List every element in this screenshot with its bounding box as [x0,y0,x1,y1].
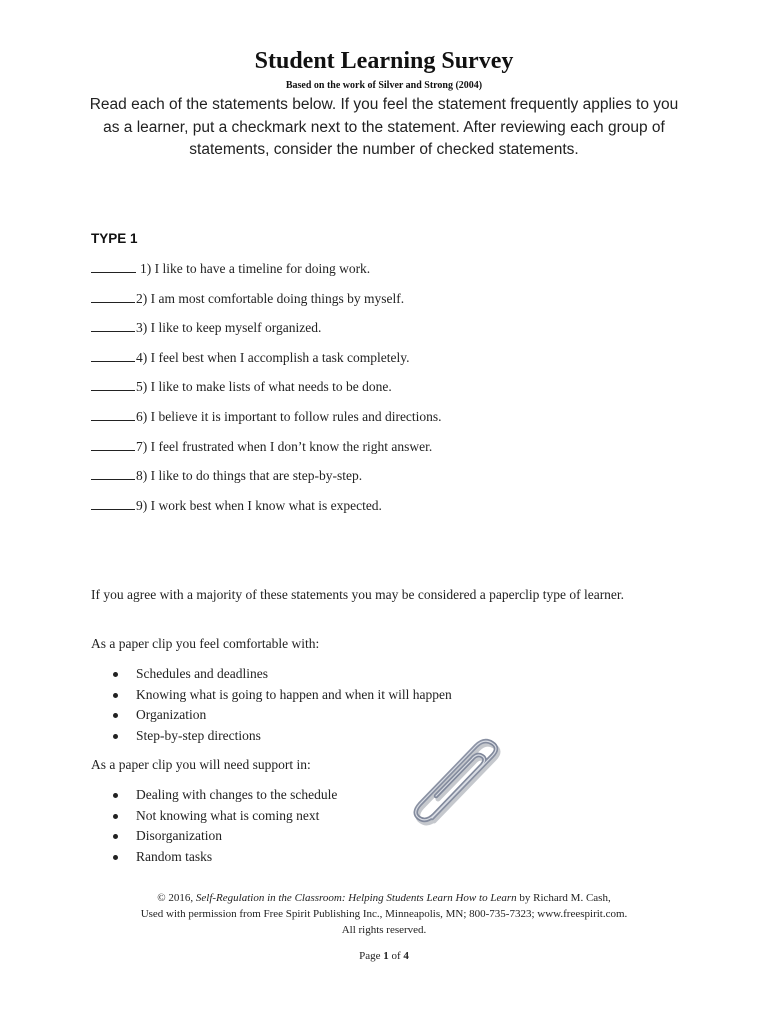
page-title: Student Learning Survey [254,48,514,74]
comfortable-list [91,665,452,747]
support-list [91,786,337,868]
result-paragraph: If you agree with a majority of these statements you may be considered a paperclip type of learner. [91,587,625,602]
page-current: 1 [383,950,389,962]
copyright-footer [0,890,768,938]
statement-item [91,259,691,289]
type-heading: TYPE 1 [91,231,138,246]
book-title: Self-Regulation in the Classroom: Helping Students Learn How to Learn [195,892,517,904]
page-of: of [388,950,404,962]
list-item: Organization [91,706,452,727]
checkmark-blank[interactable] [91,289,135,303]
footer-prefix: © 2016, [157,892,196,904]
list-item: Not knowing what is coming next [91,807,337,828]
page-subtitle: Based on the work of Silver and Strong (2004) [285,80,483,91]
statement-text: 4) I feel best when I accomplish a task completely. [136,349,410,365]
checkmark-blank[interactable] [91,348,135,362]
checkmark-blank[interactable] [91,318,135,332]
checkmark-blank[interactable] [91,437,135,451]
statement-text: 2) I am most comfortable doing things by myself. [136,290,405,306]
statement-item [91,496,691,526]
footer-author: by Richard M. Cash, [516,892,611,904]
checkmark-blank[interactable] [91,407,135,421]
statement-item [91,407,691,437]
statement-item [91,437,691,467]
statement-text: 1) I like to have a timeline for doing work. [140,261,371,276]
comfortable-heading: As a paper clip you feel comfortable with: [91,636,320,651]
statement-item [91,377,691,407]
statement-text: 5) I like to make lists of what needs to be done. [136,379,392,395]
list-item: Disorganization [91,827,337,848]
checkmark-blank[interactable] [91,496,135,510]
page-label: Page [359,950,384,962]
footer-line [0,890,768,906]
list-item: Knowing what is going to happen and when it will happen [91,686,452,707]
statement-text: 7) I feel frustrated when I don’t know the right answer. [136,438,433,454]
list-item: Schedules and deadlines [91,665,452,686]
checkmark-blank[interactable] [91,377,135,391]
statement-text: 3) I like to keep myself organized. [136,320,322,336]
statement-text: 6) I believe it is important to follow rules and directions. [136,408,442,424]
page-total: 4 [403,950,409,962]
list-item: Dealing with changes to the schedule [91,786,337,807]
statement-item [91,318,691,348]
list-item: Random tasks [91,848,337,869]
footer-line: Used with permission from Free Spirit Publishing Inc., Minneapolis, MN; 800-735-7323; www.freespirit.com. [140,908,628,920]
list-item: Step-by-step directions [91,727,452,748]
footer-line: All rights reserved. [341,924,427,936]
support-heading: As a paper clip you will need support in: [91,757,311,772]
page-number [0,950,768,962]
statement-item [91,466,691,496]
statement-item [91,289,691,319]
paperclip-image [402,738,512,828]
statement-item [91,348,691,378]
statement-text: 8) I like to do things that are step-by-step. [136,468,363,484]
statement-list [91,259,691,525]
checkmark-blank[interactable] [91,259,136,273]
statement-text: 9) I work best when I know what is expected. [136,497,382,513]
instructions-paragraph: Read each of the statements below. If you feel the statement frequently applies to you as a learner, put a checkmark next to the statement. After reviewing each group of statements, consider the number of checked statements. [89,96,679,158]
checkmark-blank[interactable] [91,466,135,480]
